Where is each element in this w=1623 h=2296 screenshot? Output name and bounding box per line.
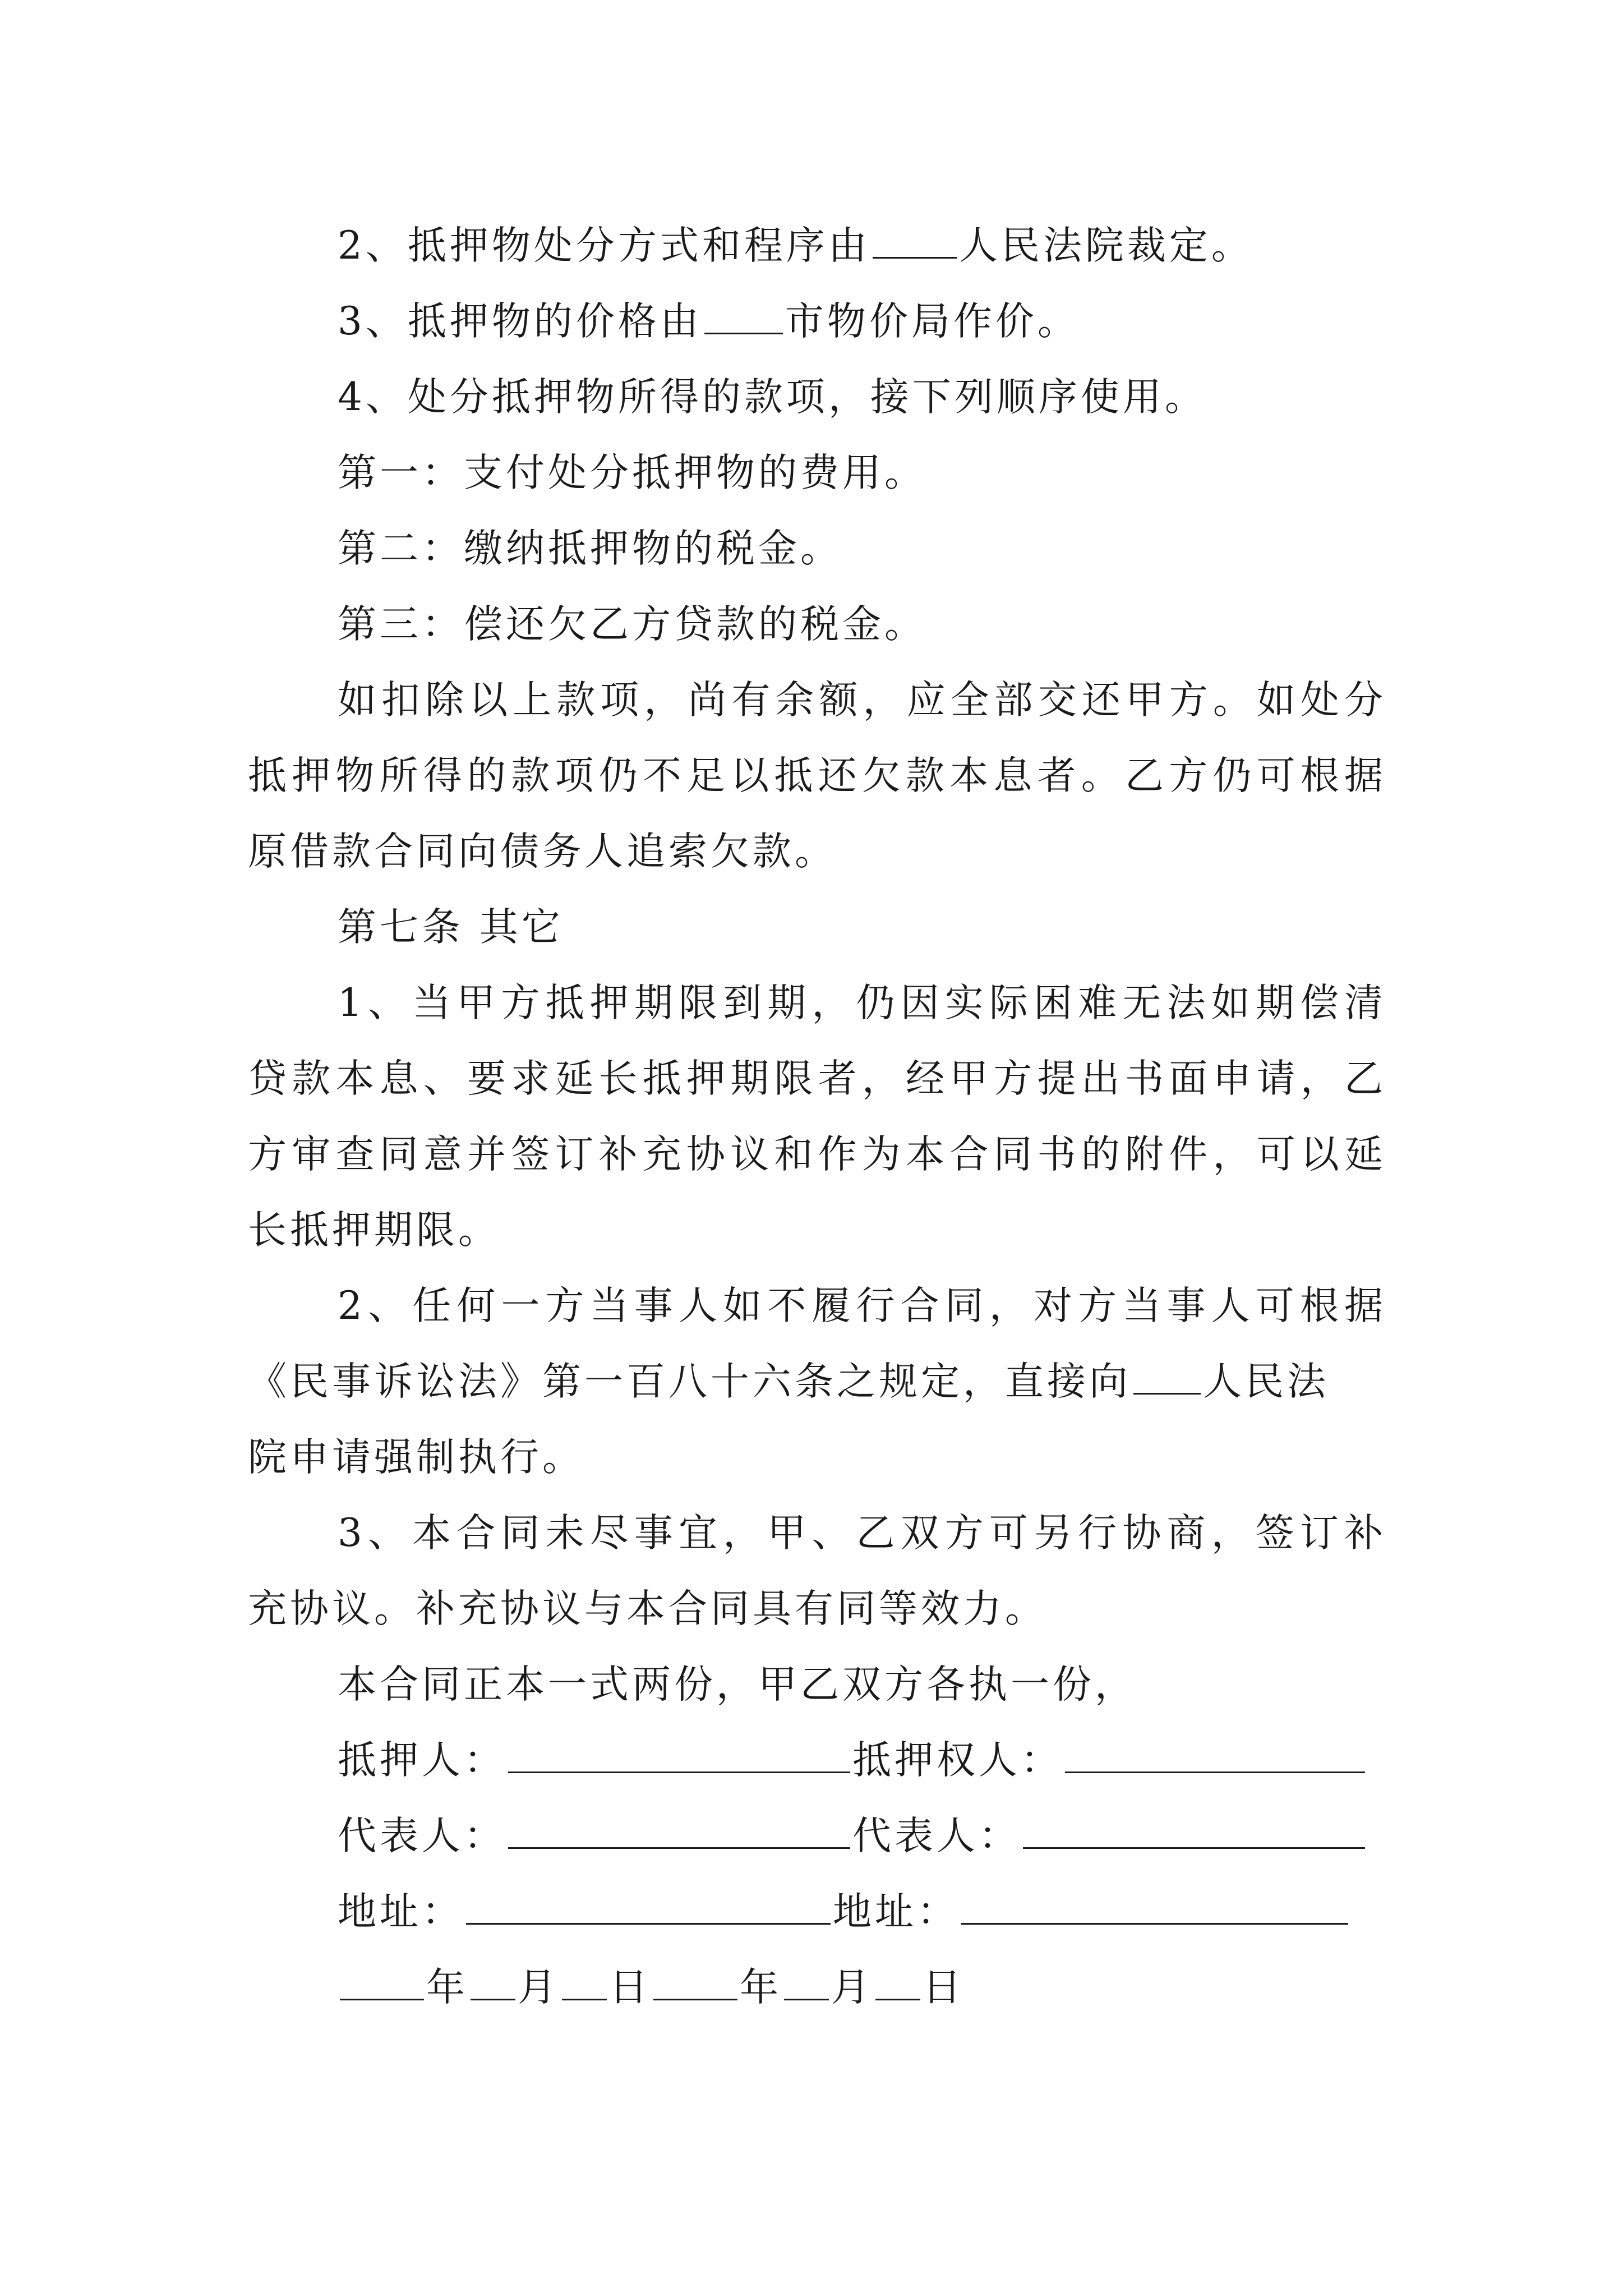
article-7-heading: 第七条 其它	[338, 905, 564, 950]
paragraph-remainder-line: 原借款合同向债务人追索欠款。	[248, 829, 837, 874]
order-second: 第二：缴纳抵押物的税金。	[338, 526, 842, 571]
clause-text: 2、抵押物处分方式和程序由	[338, 223, 870, 268]
clause-3-price	[338, 296, 1386, 347]
article-7-item-2-line	[248, 1356, 1386, 1407]
article-7-item-1-line: 长抵押期限。	[248, 1208, 500, 1253]
clause-4-proceeds: 4、处分抵押物所得的款项，接下列顺序使用。	[338, 375, 1207, 420]
representative-a-field[interactable]	[508, 1812, 850, 1849]
article-7-item-1-line: 贷款本息、要求延长抵押期限者，经甲方提出书面申请，乙	[248, 1056, 1386, 1101]
mortgagee-label: 抵押权人：	[852, 1738, 1063, 1783]
order-first: 第一：支付处分抵押物的费用。	[338, 450, 926, 495]
paragraph-remainder-line: 如扣除以上款项，尚有余额，应全部交还甲方。如处分	[338, 678, 1386, 723]
article-7-item-3-line: 充协议。补充协议与本合同具有同等效力。	[248, 1586, 1047, 1631]
paragraph-remainder-line: 抵押物所得的款项仍不足以抵还欠款本息者。乙方仍可根据	[248, 753, 1386, 798]
blank-court	[1133, 1358, 1201, 1395]
month-field[interactable]	[784, 1964, 829, 2000]
clause-text: 人民法院裁定。	[958, 223, 1253, 268]
clause-text: 3、抵押物的价格由	[338, 299, 702, 344]
clause-text: 市物价局作价。	[785, 299, 1080, 344]
day-label: 日	[609, 1965, 651, 2010]
mortgagee-signature-field[interactable]	[1065, 1737, 1365, 1773]
year-label: 年	[740, 1965, 782, 2010]
address-a-field[interactable]	[466, 1888, 831, 1925]
mortgagor-label: 抵押人：	[338, 1738, 506, 1783]
year-field[interactable]	[340, 1964, 424, 2000]
article-7-item-1-line: 1、当甲方抵押期限到期，仍因实际困难无法如期偿清	[338, 981, 1386, 1025]
address-b-field[interactable]	[961, 1888, 1348, 1925]
year-label: 年	[426, 1965, 468, 2010]
signature-row-dates	[338, 1962, 965, 2013]
month-label: 月	[518, 1965, 560, 2010]
address-label: 地址：	[833, 1889, 959, 1934]
signature-row-addresses	[338, 1887, 1350, 1937]
copies-statement: 本合同正本一式两份，甲乙双方各执一份，	[338, 1662, 1137, 1707]
year-field[interactable]	[653, 1964, 737, 2000]
order-third: 第三：偿还欠乙方贷款的税金。	[338, 602, 926, 647]
article-7-item-1-line: 方审查同意并签订补充协议和作为本合同书的附件，可以延	[248, 1132, 1386, 1177]
signature-row-parties	[338, 1735, 1367, 1786]
article-7-item-2-line: 2、任何一方当事人如不履行合同，对方当事人可根据	[338, 1283, 1386, 1328]
address-label: 地址：	[338, 1889, 464, 1934]
clause-text: 人民法	[1203, 1359, 1329, 1404]
signature-row-representatives	[338, 1811, 1367, 1861]
day-field[interactable]	[562, 1964, 607, 2000]
representative-b-field[interactable]	[1023, 1812, 1365, 1849]
article-7-item-2-line: 院申请强制执行。	[248, 1435, 584, 1480]
clause-2-disposal	[338, 220, 1386, 271]
representative-label: 代表人：	[338, 1814, 506, 1858]
month-label: 月	[831, 1965, 873, 2010]
blank-city	[704, 298, 783, 334]
month-field[interactable]	[471, 1964, 515, 2000]
mortgagor-signature-field[interactable]	[508, 1737, 850, 1773]
article-7-item-3-line: 3、本合同未尽事宜，甲、乙双方可另行协商，签订补	[338, 1511, 1386, 1556]
blank-court	[873, 222, 957, 259]
day-field[interactable]	[875, 1964, 920, 2000]
day-label: 日	[923, 1965, 965, 2010]
representative-label: 代表人：	[852, 1814, 1021, 1858]
clause-text: 《民事诉讼法》第一百八十六条之规定，直接向	[248, 1359, 1131, 1404]
